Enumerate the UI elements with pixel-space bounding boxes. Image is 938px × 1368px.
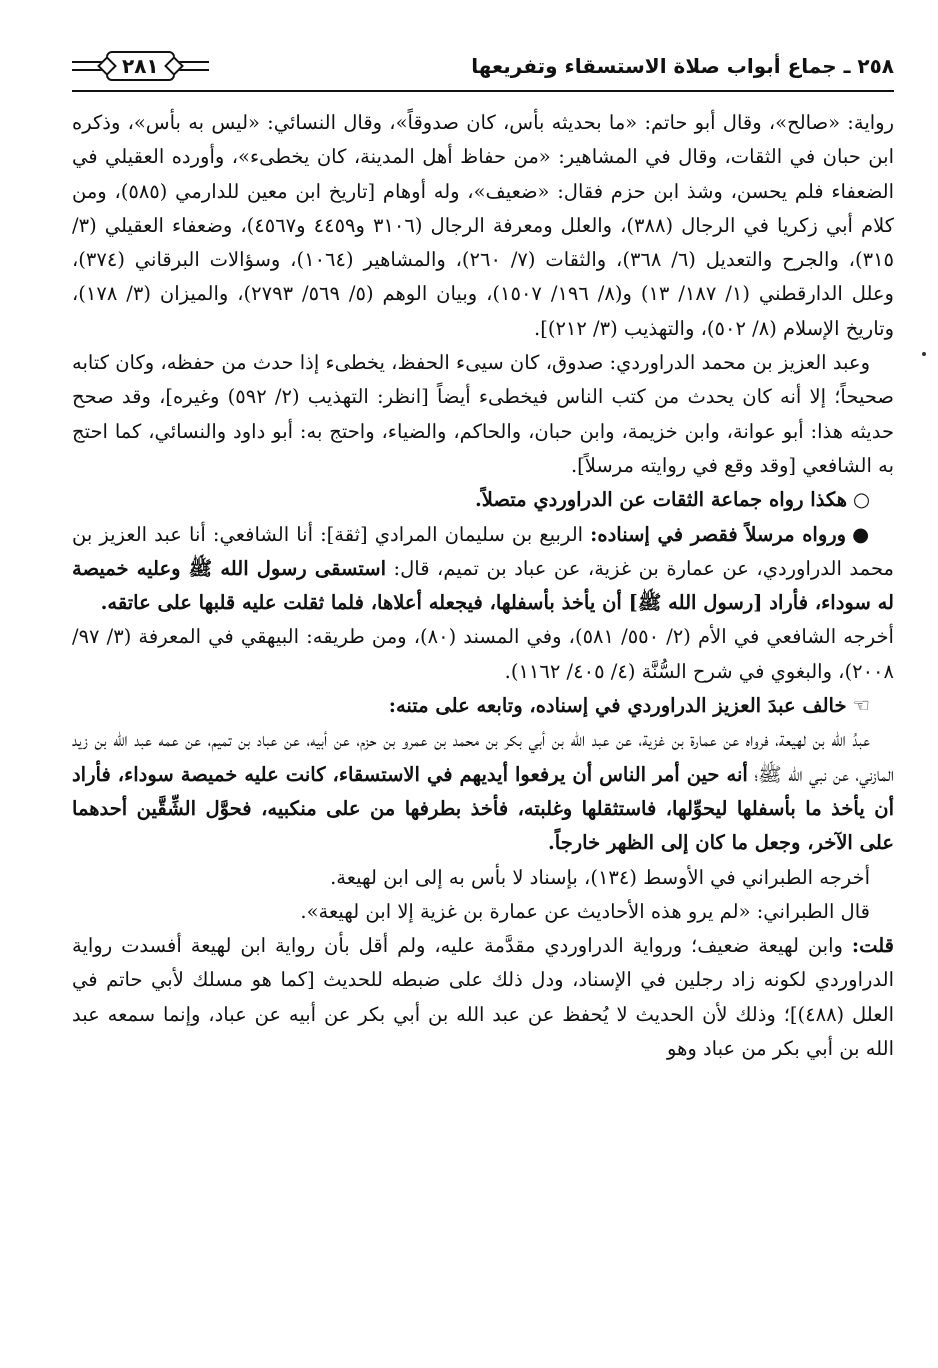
paragraph-takhrij-tabarani xyxy=(72,861,894,895)
paragraph-text: قال الطبراني: «لم يرو هذه الأحاديث عن عمارة بن غزية إلا ابن لهيعة». xyxy=(300,899,870,923)
paragraph-narrator-praise xyxy=(72,106,894,346)
pointing-hand-icon: ☜ xyxy=(852,694,870,718)
paragraph-text: رواية: «صالح»، وقال أبو حاتم: «ما بحديثه بأس، كان صدوقاً»، وقال النسائي: «ليس به بأس»، وذكره ابن حبان في الثقات، وقال في المشاهير: «من حفاظ أهل المدينة، كان يخطىء»، وأورده العقيلي في الضعفاء فلم يحسن، وشذ ابن حزم فقال: «ضعيف»، وله أوهام [تاريخ ابن معين للدارمي (٥٨٥)، ومن كلام أبي زكريا في الرجال (٣٨٨)، والعلل ومعرفة الرجال (٣١٠٦ و٤٤٥٩ و٤٥٦٧)، وضعفاء العقيلي (٣/ ٣١٥)، والجرح والتعديل (٦/ ٣٦٨)، والثقات (٧/ ٢٦٠)، والمشاهير (١٠٦٤)، وسؤالات البرقاني (٣٧٤)، وعلل الدارقطني (١/ ١٨٧/ ١٣) و(٨/ ١٩٦/ ١٥٠٧)، وبيان الوهم (٥/ ٥٦٩/ ٢٧٩٣)، والميزان (٣/ ١٧٨)، وتاريخ الإسلام (٨/ ٥٠٢)، والتهذيب (٣/ ٢١٢)]. xyxy=(72,111,895,340)
paragraph-text: عبدُ الله بن لهيعة، فرواه عن عمارة بن غزية، عن عبد الله بن أبي بكر بن محمد بن عمرو بن حزم، عن أبيه، عن عباد بن تميم، عن عمه عبد الله بن زيد المازني، عن نبي الله ﷺ؛ xyxy=(72,728,894,786)
circle-bullet-icon: ○ xyxy=(852,488,870,512)
paragraph-author-comment xyxy=(72,929,894,1066)
paragraph-darawardi xyxy=(72,346,894,483)
paragraph-text: أخرجه الشافعي في الأم (٢/ ٥٥٠/ ٥٨١)، وفي المسند (٨٠)، ومن طريقه: البيهقي في المعرفة (٣/ ٩٧/ ٢٠٠٨)، والبغوي في شرح السُّنَّة (٤/ ٤٠٥/ ١١٦٢). xyxy=(72,625,894,683)
page-header xyxy=(72,40,894,92)
paragraph-text: هكذا رواه جماعة الثقات عن الدراوردي متصلاً. xyxy=(474,488,847,512)
paragraph-contradiction-heading xyxy=(72,689,894,723)
paragraph-lead: قلت: xyxy=(851,934,894,958)
header-rule xyxy=(72,90,894,92)
paragraph-mursal xyxy=(72,518,894,621)
paragraph-text: خالف عبدَ العزيز الدراوردي في إسناده، وتابعه على متنه: xyxy=(388,694,847,718)
paragraph-lead: ورواه مرسلاً فقصر في إسناده: xyxy=(590,522,847,546)
paragraph-text: وابن لهيعة ضعيف؛ ورواية الدراوردي مقدَّمة عليه، ولم أقل بأن رواية ابن لهيعة أفسدت رواية الدراوردي لكونه زاد رجلين في الإسناد، ودل ذلك على ضبطه للحديث [كما هو مسلك لأبي حاتم في العلل (٤٨٨)]؛ وذلك لأن الحديث لا يُحفظ عن عبد الله بن أبي بكر عن أبيه عن عباد، وإنما سمعه عبد الله بن أبي بكر من عباد وهو xyxy=(72,934,894,1061)
hadith-text: أنه حين أمر الناس أن يرفعوا أيديهم في الاستسقاء، كانت عليه خميصة سوداء، فأراد أن يأخذ ما بأسفلها ليحوِّلها، فاستثقلها وغلبته، فأخذ بطرفها من على منكبيه، فحوَّل الشِّقَّين أحدهما على الآخر، وجعل ما كان إلى الظهر خارجاً. xyxy=(72,762,894,855)
margin-dot xyxy=(922,352,926,356)
page-body xyxy=(72,106,894,1066)
page-number: ٢٨١ xyxy=(106,51,175,81)
running-title: ٢٥٨ ـ جماع أبواب صلاة الاستسقاء وتفريعها xyxy=(471,54,894,78)
dot-bullet-icon: ● xyxy=(852,522,871,546)
paragraph-text: وعبد العزيز بن محمد الدراوردي: صدوق، كان سيىء الحفظ، يخطىء إذا حدث من حفظه، وكان كتابه صحيحاً؛ إلا أنه كان يحدث من كتب الناس فيخطىء أيضاً [انظر: التهذيب (٢/ ٥٩٢) وغيره]، وقد صحح حديثه هذا: أبو عوانة، وابن خزيمة، وابن حبان، والحاكم، والضياء، واحتج به: أبو داود والنسائي، كما احتج به الشافعي [وقد وقع في روايته مرسلاً]. xyxy=(72,351,894,477)
paragraph-tabarani-quote xyxy=(72,895,894,929)
paragraph-takhrij-shafii xyxy=(72,620,894,689)
paragraph-ibn-lahia xyxy=(72,723,894,860)
book-page xyxy=(72,40,894,1066)
paragraph-connected-heading xyxy=(72,483,894,517)
hadith-text: استسقى رسول الله ﷺ وعليه خميصة له سوداء، فأراد [رسول الله ﷺ] أن يأخذ بأسفلها، فيجعله أعلاها، فلما ثقلت عليه قلبها على عاتقه. xyxy=(72,556,894,615)
paragraph-text: الربيع بن سليمان المرادي [ثقة]: أنا الشافعي: أنا عبد العزيز بن محمد الدراوردي، عن عمارة بن غزية، عن عباد بن تميم، قال: xyxy=(72,522,894,580)
page-number-ornament xyxy=(72,51,209,81)
paragraph-text: أخرجه الطبراني في الأوسط (١٣٤)، بإسناد لا بأس به إلى ابن لهيعة. xyxy=(330,865,870,889)
